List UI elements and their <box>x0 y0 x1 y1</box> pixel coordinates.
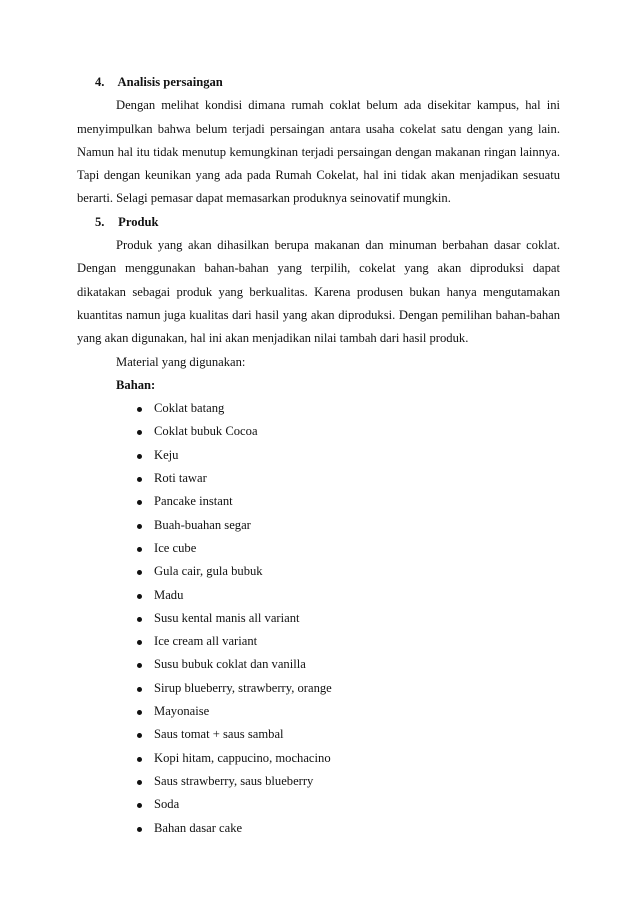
bullet-icon <box>137 594 142 599</box>
list-item <box>77 630 560 653</box>
bullet-icon <box>137 710 142 715</box>
bullet-icon <box>137 547 142 552</box>
section-5-heading <box>77 211 560 234</box>
list-item-text: Buah-buahan segar <box>154 517 251 532</box>
list-item <box>77 397 560 420</box>
list-item-text: Soda <box>154 797 180 812</box>
section-5-title: Produk <box>118 214 159 229</box>
bahan-label: Bahan: <box>116 377 156 392</box>
list-item-text: Susu kental manis all variant <box>154 610 300 625</box>
section-4-paragraph-text: Dengan melihat kondisi dimana rumah coklat belum ada disekitar kampus, hal ini menyimpulkan bahwa belum terjadi persaingan antara usaha cokelat satu dengan yang lain. Namun hal itu tidak menutup kemungkinan terjadi persaingan dengan makanan ringan lainnya. Tapi dengan keunikan yang ada pada Rumah Cokelat, hal ini tidak akan menjadikan sesuatu berarti. Selagi pemasar dapat memasarkan produknya seinovatif mungkin. <box>77 98 560 206</box>
bullet-icon <box>137 454 142 459</box>
list-item-text: Coklat bubuk Cocoa <box>154 424 258 439</box>
list-item-text: Mayonaise <box>154 704 210 719</box>
bullet-icon <box>137 570 142 575</box>
section-5-number: 5. <box>95 214 105 229</box>
list-item <box>77 584 560 607</box>
bullet-icon <box>137 500 142 505</box>
list-item <box>77 537 560 560</box>
list-item <box>77 817 560 840</box>
list-item-text: Saus strawberry, saus blueberry <box>154 773 314 788</box>
bullet-icon <box>137 430 142 435</box>
list-item <box>77 490 560 513</box>
bullet-icon <box>137 663 142 668</box>
list-item-text: Roti tawar <box>154 471 207 486</box>
bullet-icon <box>137 524 142 529</box>
bullet-icon <box>137 827 142 832</box>
list-item-text: Pancake instant <box>154 494 233 509</box>
list-item <box>77 723 560 746</box>
material-label: Material yang digunakan: <box>116 354 246 369</box>
bullet-icon <box>137 477 142 482</box>
list-item <box>77 444 560 467</box>
section-4-title: Analisis persaingan <box>117 75 223 89</box>
list-item <box>77 793 560 816</box>
list-item-text: Keju <box>154 447 179 462</box>
bahan-list <box>77 397 560 840</box>
section-5-paragraph <box>77 234 560 350</box>
list-item-text: Madu <box>154 587 184 602</box>
bullet-icon <box>137 407 142 412</box>
bullet-icon <box>137 780 142 785</box>
list-item <box>77 420 560 443</box>
list-item-text: Kopi hitam, cappucino, mochacino <box>154 750 331 765</box>
list-item-text: Ice cube <box>154 540 197 555</box>
list-item-text: Coklat batang <box>154 401 225 416</box>
list-item <box>77 467 560 490</box>
list-item <box>77 653 560 676</box>
bullet-icon <box>137 687 142 692</box>
list-item <box>77 770 560 793</box>
list-item <box>77 747 560 770</box>
document-content <box>77 71 560 840</box>
list-item-text: Bahan dasar cake <box>154 820 243 835</box>
list-item-text: Sirup blueberry, strawberry, orange <box>154 680 332 695</box>
list-item-text: Gula cair, gula bubuk <box>154 564 263 579</box>
list-item-text: Susu bubuk coklat dan vanilla <box>154 657 306 672</box>
bullet-icon <box>137 757 142 762</box>
bullet-icon <box>137 803 142 808</box>
section-5-paragraph-text: Produk yang akan dihasilkan berupa makanan dan minuman berbahan dasar coklat. Dengan menggunakan bahan-bahan yang terpilih, cokelat yang akan diproduksi dapat dikatakan sebagai produk yang berkualitas. Karena produsen bukan hanya mengutamakan kuantitas namun juga kualitas dari hasil yang akan diproduksi. Dengan pemilihan bahan-bahan yang akan digunakan, hal ini akan menjadikan nilai tambah dari hasil produk. <box>77 238 560 346</box>
list-item <box>77 607 560 630</box>
section-4-heading <box>77 71 560 94</box>
section-4-number: 4. <box>95 75 105 89</box>
list-item <box>77 560 560 583</box>
bullet-icon <box>137 640 142 645</box>
list-item-text: Saus tomat + saus sambal <box>154 727 284 742</box>
bullet-icon <box>137 733 142 738</box>
list-item <box>77 700 560 723</box>
list-item-text: Ice cream all variant <box>154 634 258 649</box>
list-item <box>77 514 560 537</box>
list-item <box>77 677 560 700</box>
section-4-paragraph <box>77 94 560 210</box>
bullet-icon <box>137 617 142 622</box>
